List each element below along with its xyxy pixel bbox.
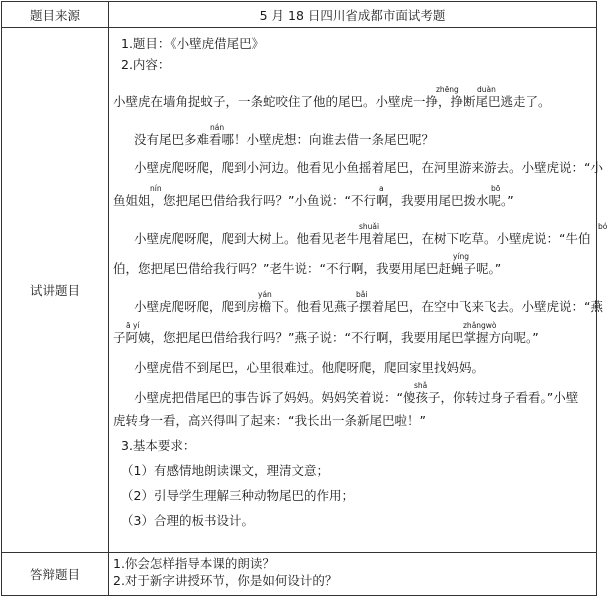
defense-label: 答辩题目 [2, 553, 109, 596]
paragraph-3b [113, 184, 590, 209]
requirement-2: （2）引导学生理解三种动物尾巴的作用； [121, 488, 354, 503]
pinyin-nin: nín [150, 184, 162, 193]
paragraph-4a [134, 222, 607, 247]
pinyin-sha: shǎ [414, 381, 428, 390]
paragraph-4b-text: 伯，您把尾巴借给我行吗？”老牛说：“不行啊，我要用尾巴赶蝇子呢。” [113, 261, 502, 276]
paragraph-4a-text: 小壁虎爬呀爬，爬到大树上。他看见老牛甩着尾巴，在树下吃草。小壁虎说：“牛伯 [134, 231, 591, 246]
paragraph-5b [113, 321, 590, 346]
source-value: 5 月 18 日四川省成都市面试考题 [109, 2, 597, 28]
paragraph-7a [134, 381, 590, 406]
trial-content [109, 28, 607, 553]
content-label: 2.内容： [121, 57, 171, 72]
pinyin-zhangwo: zhǎngwò [463, 321, 497, 330]
paragraph-5b-text: 子阿姨，您把尾巴借给我行吗？”燕子说：“不行啊，我要用尾巴掌握方向呢。” [113, 330, 539, 345]
source-label: 题目来源 [2, 2, 109, 28]
pinyin-bai: bǎi [356, 290, 368, 299]
paragraph-1 [113, 85, 590, 110]
defense-questions [109, 553, 597, 596]
paragraph-7b: 虎转身一看，高兴得叫了起来：“我长出一条新尾巴啦！” [113, 413, 426, 428]
pinyin-nan: nán [210, 123, 225, 132]
paragraph-6: 小壁虎借不到尾巴，心里很难过。他爬呀爬，爬回家里找妈妈。 [134, 360, 485, 375]
paragraph-5a-text: 小壁虎爬呀爬，爬到房檐下。他看见燕子摆着尾巴，在空中飞来飞去。小壁虎说：“燕 [134, 299, 603, 314]
paragraph-1-text: 小壁虎在墙角捉蚊子，一条蛇咬住了他的尾巴。小壁虎一挣，挣断尾巴逃走了。 [113, 94, 551, 109]
paragraph-3b-text: 鱼姐姐，您把尾巴借给我行吗？”小鱼说：“不行啊，我要用尾巴拨水呢。” [113, 193, 514, 208]
pinyin-zheng: zhēng [436, 85, 459, 94]
lesson-title: 1.题目：《小壁虎借尾巴》 [121, 36, 265, 51]
defense-question-2: 2.对于新字讲授环节，你是如何设计的？ [113, 573, 338, 588]
paragraph-4b [113, 252, 590, 277]
pinyin-a: a [379, 184, 384, 193]
exam-table [1, 1, 607, 596]
pinyin-bo2: bó [598, 222, 607, 231]
header-row [2, 2, 597, 28]
requirements-label: 3.基本要求： [121, 438, 196, 453]
requirement-1: （1）有感情地朗读课文，理清文意； [121, 463, 329, 478]
pinyin-shuai: shuǎi [359, 222, 380, 231]
paragraph-7a-text: 小壁虎把借尾巴的事告诉了妈妈。妈妈笑着说：“傻孩子，你转过身子看看。”小壁 [134, 390, 579, 405]
defense-question-1: 1.你会怎样指导本课的朗读？ [113, 556, 275, 571]
paragraph-5a [134, 290, 603, 315]
defense-row [2, 553, 597, 596]
trial-label: 试讲题目 [2, 28, 109, 553]
paragraph-2 [134, 123, 590, 148]
pinyin-bo: bō [491, 184, 501, 193]
pinyin-ayi: ā yí [126, 321, 140, 330]
trial-row [2, 28, 597, 553]
pinyin-duan: duàn [477, 85, 496, 94]
requirement-3: （3）合理的板书设计。 [121, 513, 254, 528]
pinyin-yan: yán [258, 290, 272, 299]
pinyin-ying: yíng [453, 252, 470, 261]
paragraph-2-text: 没有尾巴多难看哪！小壁虎想：向谁去借一条尾巴呢？ [134, 132, 435, 147]
paragraph-3a: 小壁虎爬呀爬，爬到小河边。他看见小鱼摇着尾巴，在河里游来游去。小壁虎说：“小 [134, 160, 603, 175]
